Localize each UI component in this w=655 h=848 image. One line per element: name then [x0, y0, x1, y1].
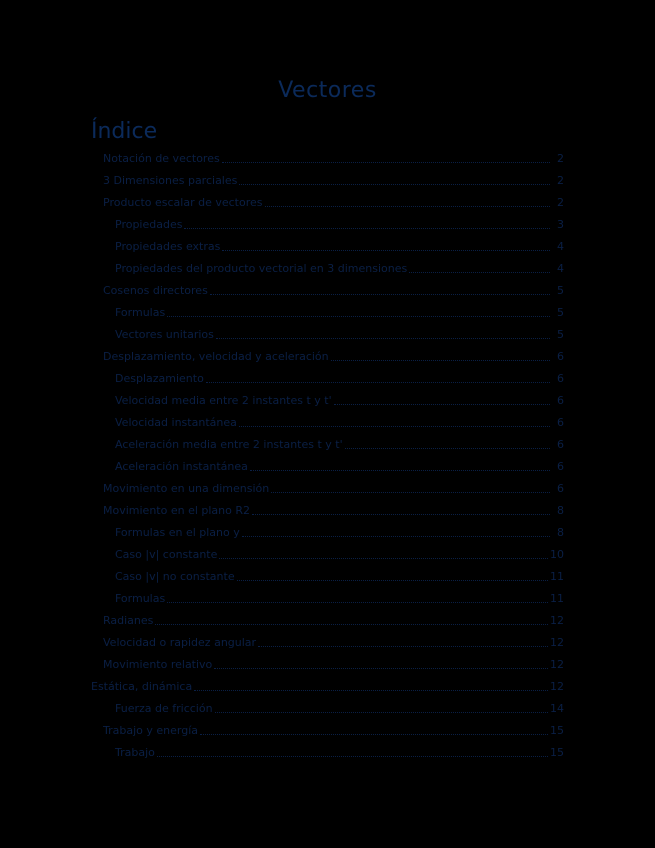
toc-entry[interactable] [91, 499, 564, 521]
document-title: Vectores [278, 78, 377, 103]
toc-leader-dots [167, 315, 550, 317]
toc-leader-dots [252, 513, 550, 515]
toc-entry-label: Caso |v| constante [115, 547, 218, 561]
toc-entry-label: 3 Dimensiones parciales [103, 173, 238, 187]
toc-entry-label: Propiedades [115, 217, 183, 231]
toc-entry[interactable] [91, 609, 564, 631]
toc-entry-page: 15 [550, 745, 564, 759]
table-of-contents [91, 147, 564, 763]
toc-leader-dots [214, 667, 548, 669]
toc-leader-dots [206, 381, 550, 383]
toc-entry[interactable] [91, 631, 564, 653]
toc-entry-page: 2 [557, 195, 564, 209]
toc-entry-page: 12 [550, 657, 564, 671]
toc-leader-dots [194, 689, 548, 691]
toc-entry[interactable] [91, 543, 564, 565]
toc-entry[interactable] [91, 279, 564, 301]
toc-entry-label: Notación de vectores [103, 151, 220, 165]
toc-entry-label: Velocidad o rapidez angular [103, 635, 257, 649]
toc-entry-label: Formulas en el plano y [115, 525, 240, 539]
toc-entry-label: Producto escalar de vectores [103, 195, 263, 209]
toc-entry[interactable] [91, 257, 564, 279]
toc-entry[interactable] [91, 191, 564, 213]
toc-leader-dots [331, 359, 550, 361]
toc-leader-dots [215, 711, 548, 713]
toc-leader-dots [210, 293, 550, 295]
toc-leader-dots [157, 755, 548, 757]
toc-entry-label: Trabajo y energía [103, 723, 198, 737]
toc-entry-page: 6 [557, 415, 564, 429]
toc-entry[interactable] [91, 411, 564, 433]
toc-leader-dots [239, 425, 550, 427]
toc-entry[interactable] [91, 587, 564, 609]
toc-leader-dots [271, 491, 550, 493]
toc-leader-dots [345, 447, 550, 449]
toc-entry[interactable] [91, 147, 564, 169]
toc-entry[interactable] [91, 345, 564, 367]
toc-entry-label: Movimiento en el plano R2 [103, 503, 251, 517]
toc-entry-label: Desplazamiento, velocidad y aceleración [103, 349, 329, 363]
toc-leader-dots [265, 205, 551, 207]
toc-entry[interactable] [91, 697, 564, 719]
toc-entry-page: 5 [557, 305, 564, 319]
toc-entry[interactable] [91, 741, 564, 763]
toc-entry-label: Propiedades extras [115, 239, 221, 253]
toc-entry-page: 8 [557, 503, 564, 517]
toc-entry-label: Aceleración media entre 2 instantes t y t' [115, 437, 343, 451]
toc-entry[interactable] [91, 455, 564, 477]
toc-entry-page: 6 [557, 393, 564, 407]
toc-entry-page: 6 [557, 437, 564, 451]
toc-leader-dots [250, 469, 550, 471]
toc-entry-label: Aceleración instantánea [115, 459, 248, 473]
toc-entry-label: Radianes [103, 613, 154, 627]
toc-entry[interactable] [91, 169, 564, 191]
toc-entry-page: 11 [550, 591, 564, 605]
toc-leader-dots [222, 249, 550, 251]
toc-entry-label: Velocidad media entre 2 instantes t y t' [115, 393, 332, 407]
toc-entry-label: Vectores unitarios [115, 327, 214, 341]
toc-entry-page: 11 [550, 569, 564, 583]
toc-entry-page: 6 [557, 371, 564, 385]
toc-entry-page: 15 [550, 723, 564, 737]
toc-leader-dots [258, 645, 548, 647]
toc-entry[interactable] [91, 719, 564, 741]
toc-entry[interactable] [91, 675, 564, 697]
toc-heading: Índice [91, 119, 158, 144]
toc-entry-page: 12 [550, 613, 564, 627]
toc-leader-dots [239, 183, 550, 185]
toc-entry[interactable] [91, 653, 564, 675]
toc-entry[interactable] [91, 477, 564, 499]
toc-entry-page: 12 [550, 635, 564, 649]
toc-entry-page: 3 [557, 217, 564, 231]
toc-entry-label: Estática, dinámica [91, 679, 193, 693]
toc-entry-label: Movimiento relativo [103, 657, 213, 671]
toc-entry-page: 12 [550, 679, 564, 693]
toc-leader-dots [155, 623, 548, 625]
toc-entry-page: 8 [557, 525, 564, 539]
toc-entry-label: Formulas [115, 591, 166, 605]
toc-entry[interactable] [91, 323, 564, 345]
toc-leader-dots [200, 733, 548, 735]
toc-entry-label: Formulas [115, 305, 166, 319]
toc-entry-label: Velocidad instantánea [115, 415, 237, 429]
toc-entry-label: Cosenos directores [103, 283, 208, 297]
toc-entry-label: Desplazamiento [115, 371, 204, 385]
toc-leader-dots [334, 403, 550, 405]
toc-leader-dots [216, 337, 550, 339]
toc-entry[interactable] [91, 213, 564, 235]
toc-entry-page: 6 [557, 349, 564, 363]
toc-entry-page: 6 [557, 481, 564, 495]
toc-entry[interactable] [91, 565, 564, 587]
toc-leader-dots [184, 227, 550, 229]
toc-entry-page: 4 [557, 239, 564, 253]
toc-entry-label: Trabajo [115, 745, 155, 759]
toc-entry[interactable] [91, 433, 564, 455]
toc-leader-dots [242, 535, 550, 537]
toc-entry[interactable] [91, 301, 564, 323]
toc-entry[interactable] [91, 389, 564, 411]
toc-entry-label: Movimiento en una dimensión [103, 481, 270, 495]
toc-entry-page: 5 [557, 283, 564, 297]
toc-leader-dots [222, 161, 550, 163]
toc-entry-page: 5 [557, 327, 564, 341]
toc-entry-page: 2 [557, 173, 564, 187]
toc-entry-page: 10 [550, 547, 564, 561]
toc-entry[interactable] [91, 235, 564, 257]
toc-leader-dots [219, 557, 548, 559]
toc-entry-page: 4 [557, 261, 564, 275]
toc-leader-dots [167, 601, 548, 603]
toc-entry-page: 14 [550, 701, 564, 715]
toc-leader-dots [237, 579, 548, 581]
toc-leader-dots [409, 271, 550, 273]
toc-entry-label: Caso |v| no constante [115, 569, 235, 583]
toc-entry[interactable] [91, 521, 564, 543]
toc-entry-page: 2 [557, 151, 564, 165]
toc-entry-page: 6 [557, 459, 564, 473]
toc-entry[interactable] [91, 367, 564, 389]
toc-entry-label: Propiedades del producto vectorial en 3 dimensiones [115, 261, 408, 275]
toc-entry-label: Fuerza de fricción [115, 701, 213, 715]
